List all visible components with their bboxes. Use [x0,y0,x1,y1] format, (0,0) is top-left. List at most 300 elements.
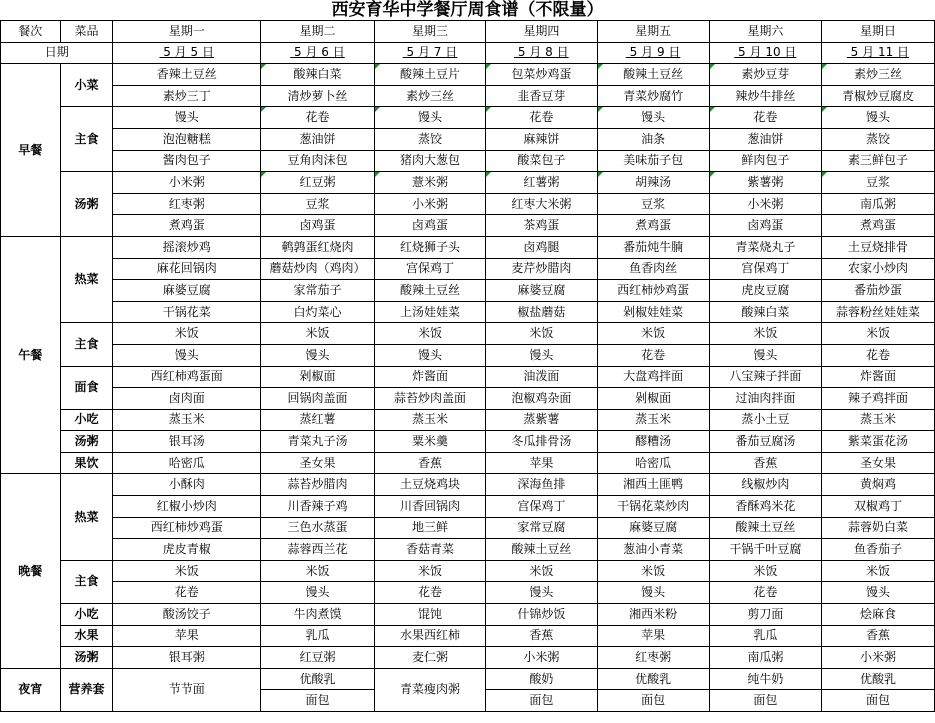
day-char: 日 [784,45,797,60]
page-title: 西安育华中学餐厅周食谱（不限量） [331,0,604,20]
dish-cell: 虎皮豆腐 [709,280,821,302]
date-day: 6 [317,45,333,60]
day-char: 日 [668,45,681,60]
dish-cell: 包菜炒鸡蛋 [486,64,597,86]
category-label: 果饮 [60,452,113,474]
menu-row [1,366,935,388]
dish-cell: 素炒三丝 [374,85,485,107]
dish-cell: 酸汤饺子 [113,604,261,626]
dish-cell: 米饭 [821,323,934,345]
dish-cell: 泡椒鸡杂面 [486,388,597,410]
menu-row [1,215,935,237]
menu-row [1,474,935,496]
dish-cell: 辣子鸡拌面 [821,388,934,410]
dish-cell: 剁椒面 [261,366,375,388]
date-month: 5 [290,45,306,60]
dish-cell: 葱油饼 [709,128,821,150]
day-char: 日 [332,45,345,60]
dish-cell: 卤鸡蛋 [709,215,821,237]
dish-cell: 馄饨 [374,604,485,626]
dish-cell: 香酥鸡米花 [709,496,821,518]
dish-cell: 米饭 [597,560,709,582]
dish-cell: 酸辣土豆丝 [374,280,485,302]
category-label: 汤粥 [60,172,113,237]
dish-cell: 薏米粥 [374,172,485,194]
date-day: 9 [653,45,669,60]
date-cell [821,42,934,64]
month-char: 月 [529,45,542,60]
dish-cell: 豆浆 [261,193,375,215]
dish-cell: 胡辣汤 [597,172,709,194]
category-label: 热菜 [60,474,113,560]
dish-cell: 宫保鸡丁 [709,258,821,280]
dish-cell: 大盘鸡拌面 [597,366,709,388]
dish-cell: 米饭 [261,323,375,345]
dish-cell: 泡泡糖糕 [113,128,261,150]
dish-cell: 椒盐蘑菇 [486,301,597,323]
dish-cell: 干锅花菜 [113,301,261,323]
date-month: 5 [514,45,530,60]
menu-row [1,172,935,194]
dish-cell: 花卷 [821,344,934,366]
menu-table [0,20,935,712]
dish-cell: 银耳汤 [113,431,261,453]
dish-cell: 小米粥 [113,172,261,194]
date-month: 5 [625,45,642,60]
dish-cell: 土豆烧鸡块 [374,474,485,496]
dish-cell: 花卷 [486,107,597,129]
dish-cell: 香蕉 [709,452,821,474]
dish-cell: 乳瓜 [261,625,375,647]
date-month: 5 [402,45,418,60]
dish-cell: 紫薯粥 [709,172,821,194]
dish-cell: 蒸饺 [374,128,485,150]
dish-cell: 干锅千叶豆腐 [709,539,821,561]
dish-cell: 乳瓜 [709,625,821,647]
dish-cell: 馒头 [113,107,261,129]
dish-cell: 红枣粥 [597,647,709,669]
dish-cell: 家常豆腐 [486,517,597,539]
menu-row [1,388,935,410]
column-header: 星期日 [821,21,934,43]
dish-cell: 红椒小炒肉 [113,496,261,518]
date-cell [261,42,375,64]
dish-cell: 上汤娃娃菜 [374,301,485,323]
dish-cell: 南瓜粥 [821,193,934,215]
dish-cell: 小米粥 [709,193,821,215]
dish-cell: 卤肉面 [113,388,261,410]
dish-cell: 鹌鹑蛋红烧肉 [261,236,375,258]
dish-cell: 土豆烧排骨 [821,236,934,258]
menu-row [1,128,935,150]
dish-cell: 小酥肉 [113,474,261,496]
late-night-row [1,668,935,690]
dish-cell: 蒜苔炒肉盖面 [374,388,485,410]
dish-cell: 麻婆豆腐 [486,280,597,302]
dish-cell: 小米粥 [486,647,597,669]
date-day: 7 [429,45,446,60]
menu-row [1,560,935,582]
dish-cell: 青椒炒豆腐皮 [821,85,934,107]
dish-cell: 卤鸡蛋 [261,215,375,237]
column-header: 餐次 [1,21,61,43]
date-day: 8 [541,45,557,60]
dish-cell: 酸辣白菜 [709,301,821,323]
dish-cell: 白灼菜心 [261,301,375,323]
dish-cell: 酸菜包子 [486,150,597,172]
menu-row [1,604,935,626]
dish-cell: 湘西土匪鸭 [597,474,709,496]
dish-cell: 香菇青菜 [374,539,485,561]
dish-cell: 馒头 [113,344,261,366]
month-char: 月 [305,45,318,60]
dish-cell: 牛肉煮馍 [261,604,375,626]
month-char: 月 [749,45,762,60]
day-char: 日 [556,45,569,60]
dish-cell: 豆角肉沫包 [261,150,375,172]
column-header: 菜品 [60,21,113,43]
dish-cell: 番茄炒蛋 [821,280,934,302]
dish-cell: 香蕉 [821,625,934,647]
dish-cell: 酸辣土豆丝 [597,64,709,86]
dish-cell: 花卷 [709,582,821,604]
dish-cell: 纯牛奶 [709,668,821,690]
category-label: 热菜 [60,236,113,322]
dish-cell: 宫保鸡丁 [486,496,597,518]
dish-cell: 家常茄子 [261,280,375,302]
meal-label: 夜宵 [1,668,61,711]
dish-cell: 圣女果 [821,452,934,474]
menu-row [1,647,935,669]
dish-cell: 小米粥 [374,193,485,215]
dish-cell: 双椒鸡丁 [821,496,934,518]
dish-cell: 深海鱼排 [486,474,597,496]
dish-cell: 蒸饺 [821,128,934,150]
dish-cell: 红薯粥 [486,172,597,194]
dish-cell: 麻花回锅肉 [113,258,261,280]
dish-cell: 红豆粥 [261,172,375,194]
menu-row [1,409,935,431]
menu-row [1,452,935,474]
dish-cell: 宫保鸡丁 [374,258,485,280]
dish-cell: 蒜苔炒腊肉 [261,474,375,496]
dish-cell: 馒头 [486,344,597,366]
date-day: 11 [874,45,898,60]
dish-cell: 花卷 [597,344,709,366]
dish-cell: 青菜炒腐竹 [597,85,709,107]
meal-label: 晚餐 [1,474,61,668]
category-label: 汤粥 [60,647,113,669]
dish-cell: 美味茄子包 [597,150,709,172]
menu-row [1,582,935,604]
date-cell [486,42,597,64]
dish-cell: 鱼香茄子 [821,539,934,561]
menu-row [1,280,935,302]
dish-cell: 米饭 [374,323,485,345]
dish-cell: 煮鸡蛋 [113,215,261,237]
dish-cell: 优酸乳 [821,668,934,690]
dish-cell: 花卷 [113,582,261,604]
column-header: 星期一 [113,21,261,43]
dish-cell: 馒头 [709,344,821,366]
dish-cell: 清炒萝卜丝 [261,85,375,107]
dish-cell: 煮鸡蛋 [597,215,709,237]
dish-cell: 鱼香肉丝 [597,258,709,280]
month-char: 月 [174,45,187,60]
dish-cell: 馒头 [821,582,934,604]
dish-cell: 番茄炖牛腩 [597,236,709,258]
dish-cell: 酸辣土豆丝 [486,539,597,561]
date-cell [374,42,485,64]
month-char: 月 [862,45,875,60]
dish-cell: 苹果 [597,625,709,647]
dish-cell: 面包 [261,690,375,712]
dish-cell: 鲜肉包子 [709,150,821,172]
header-row [1,21,935,43]
dish-cell: 米饭 [113,323,261,345]
date-row [1,42,935,64]
date-cell [709,42,821,64]
dish-cell: 蒸紫薯 [486,409,597,431]
dish-cell: 节节面 [113,668,261,711]
date-label: 日期 [1,42,113,64]
dish-cell: 冬瓜排骨汤 [486,431,597,453]
dish-cell: 素炒三丝 [821,64,934,86]
menu-row [1,107,935,129]
dish-cell: 馒头 [261,582,375,604]
menu-row [1,236,935,258]
dish-cell: 水果西红柿 [374,625,485,647]
column-header: 星期五 [597,21,709,43]
dish-cell: 麻婆豆腐 [597,517,709,539]
category-label: 小吃 [60,409,113,431]
dish-cell: 素炒三丁 [113,85,261,107]
date-month: 5 [159,45,175,60]
dish-cell: 煮鸡蛋 [821,215,934,237]
dish-cell: 西红柿炒鸡蛋 [113,517,261,539]
dish-cell: 地三鲜 [374,517,485,539]
dish-cell: 蘑菇炒肉（鸡肉） [261,258,375,280]
dish-cell: 馒头 [597,107,709,129]
dish-cell: 麦仁粥 [374,647,485,669]
menu-row [1,496,935,518]
menu-row [1,431,935,453]
dish-cell: 番茄豆腐汤 [709,431,821,453]
dish-cell: 花卷 [261,107,375,129]
dish-cell: 馒头 [821,107,934,129]
dish-cell: 优酸乳 [597,668,709,690]
category-label: 汤粥 [60,431,113,453]
dish-cell: 哈密瓜 [113,452,261,474]
dish-cell: 米饭 [113,560,261,582]
dish-cell: 酸辣白菜 [261,64,375,86]
dish-cell: 面包 [821,690,934,712]
dish-cell: 豆浆 [821,172,934,194]
category-label: 水果 [60,625,113,647]
dish-cell: 素三鲜包子 [821,150,934,172]
date-cell [597,42,709,64]
dish-cell: 蒜蓉奶白菜 [821,517,934,539]
dish-cell: 苹果 [113,625,261,647]
dish-cell: 蒸玉米 [597,409,709,431]
dish-cell: 米饭 [821,560,934,582]
dish-cell: 剁椒娃娃菜 [597,301,709,323]
menu-row [1,193,935,215]
month-char: 月 [417,45,430,60]
dish-cell: 蒸玉米 [374,409,485,431]
dish-cell: 米饭 [374,560,485,582]
column-header: 星期六 [709,21,821,43]
dish-cell: 米饭 [709,323,821,345]
menu-row [1,625,935,647]
dish-cell: 什锦炒饭 [486,604,597,626]
dish-cell: 面包 [486,690,597,712]
dish-cell: 川香辣子鸡 [261,496,375,518]
dish-cell: 青菜瘦肉粥 [374,668,485,711]
dish-cell: 辣炒牛排丝 [709,85,821,107]
category-label: 主食 [60,560,113,603]
day-char: 日 [201,45,214,60]
dish-cell: 八宝辣子拌面 [709,366,821,388]
dish-cell: 红豆粥 [261,647,375,669]
day-char: 日 [445,45,458,60]
dish-cell: 银耳粥 [113,647,261,669]
dish-cell: 摇滚炒鸡 [113,236,261,258]
dish-cell: 南瓜粥 [709,647,821,669]
dish-cell: 剁椒面 [597,388,709,410]
dish-cell: 韭香豆芽 [486,85,597,107]
category-label: 面食 [60,366,113,409]
dish-cell: 米饭 [486,560,597,582]
dish-cell: 馒头 [597,582,709,604]
category-label: 小吃 [60,604,113,626]
dish-cell: 蒸玉米 [113,409,261,431]
menu-row [1,539,935,561]
dish-cell: 西红柿炒鸡蛋 [597,280,709,302]
dish-cell: 麦芹炒腊肉 [486,258,597,280]
dish-cell: 油条 [597,128,709,150]
dish-cell: 米饭 [261,560,375,582]
dish-cell: 烩麻食 [821,604,934,626]
dish-cell: 湘西米粉 [597,604,709,626]
category-label: 营养套 [60,668,113,711]
dish-cell: 三色水蒸蛋 [261,517,375,539]
dish-cell: 川香回锅肉 [374,496,485,518]
menu-row [1,64,935,86]
column-header: 星期四 [486,21,597,43]
dish-cell: 香蕉 [374,452,485,474]
dish-cell: 面包 [709,690,821,712]
dish-cell: 麻婆豆腐 [113,280,261,302]
dish-cell: 回锅肉盖面 [261,388,375,410]
dish-cell: 葱油小青菜 [597,539,709,561]
dish-cell: 馒头 [486,582,597,604]
dish-cell: 卤鸡蛋 [374,215,485,237]
dish-cell: 葱油饼 [261,128,375,150]
dish-cell: 小米粥 [821,647,934,669]
dish-cell: 酸奶 [486,668,597,690]
dish-cell: 猪肉大葱包 [374,150,485,172]
dish-cell: 炸酱面 [821,366,934,388]
dish-cell: 茶鸡蛋 [486,215,597,237]
date-day: 10 [761,45,785,60]
dish-cell: 剪刀面 [709,604,821,626]
meal-label: 午餐 [1,236,61,474]
day-char: 日 [897,45,910,60]
dish-cell: 香辣土豆丝 [113,64,261,86]
dish-cell: 花卷 [709,107,821,129]
dish-cell: 花卷 [374,582,485,604]
date-month: 5 [734,45,750,60]
dish-cell: 酸辣土豆片 [374,64,485,86]
dish-cell: 蒸小土豆 [709,409,821,431]
category-label: 主食 [60,323,113,366]
dish-cell: 紫菜蛋花汤 [821,431,934,453]
dish-cell: 蒸玉米 [821,409,934,431]
dish-cell: 线椒炒肉 [709,474,821,496]
dish-cell: 优酸乳 [261,668,375,690]
dish-cell: 酸辣土豆丝 [709,517,821,539]
dish-cell: 黄焖鸡 [821,474,934,496]
dish-cell: 醪糟汤 [597,431,709,453]
category-label: 小菜 [60,64,113,107]
dish-cell: 馒头 [261,344,375,366]
menu-row [1,258,935,280]
column-header: 星期二 [261,21,375,43]
dish-cell: 馒头 [374,344,485,366]
dish-cell: 红枣大米粥 [486,193,597,215]
dish-cell: 农家小炒肉 [821,258,934,280]
dish-cell: 圣女果 [261,452,375,474]
dish-cell: 青菜烧丸子 [709,236,821,258]
date-month: 5 [846,45,863,60]
category-label: 主食 [60,107,113,172]
dish-cell: 香蕉 [486,625,597,647]
dish-cell: 哈密瓜 [597,452,709,474]
dish-cell: 过油肉拌面 [709,388,821,410]
dish-cell: 蒜蓉粉丝娃娃菜 [821,301,934,323]
date-cell [113,42,261,64]
dish-cell: 卤鸡腿 [486,236,597,258]
menu-row [1,517,935,539]
dish-cell: 米饭 [709,560,821,582]
dish-cell: 油泼面 [486,366,597,388]
dish-cell: 炸酱面 [374,366,485,388]
menu-row [1,85,935,107]
menu-row [1,344,935,366]
dish-cell: 酱肉包子 [113,150,261,172]
dish-cell: 面包 [597,690,709,712]
dish-cell: 西红柿鸡蛋面 [113,366,261,388]
dish-cell: 红枣粥 [113,193,261,215]
dish-cell: 麻辣饼 [486,128,597,150]
dish-cell: 红烧狮子头 [374,236,485,258]
dish-cell: 豆浆 [597,193,709,215]
dish-cell: 蒸红薯 [261,409,375,431]
dish-cell: 虎皮青椒 [113,539,261,561]
dish-cell: 粟米羹 [374,431,485,453]
dish-cell: 青菜丸子汤 [261,431,375,453]
dish-cell: 蒜蓉西兰花 [261,539,375,561]
dish-cell: 苹果 [486,452,597,474]
dish-cell: 米饭 [597,323,709,345]
month-char: 月 [641,45,654,60]
dish-cell: 干锅花菜炒肉 [597,496,709,518]
meal-label: 早餐 [1,64,61,237]
menu-row [1,323,935,345]
menu-row [1,150,935,172]
date-day: 5 [186,45,202,60]
